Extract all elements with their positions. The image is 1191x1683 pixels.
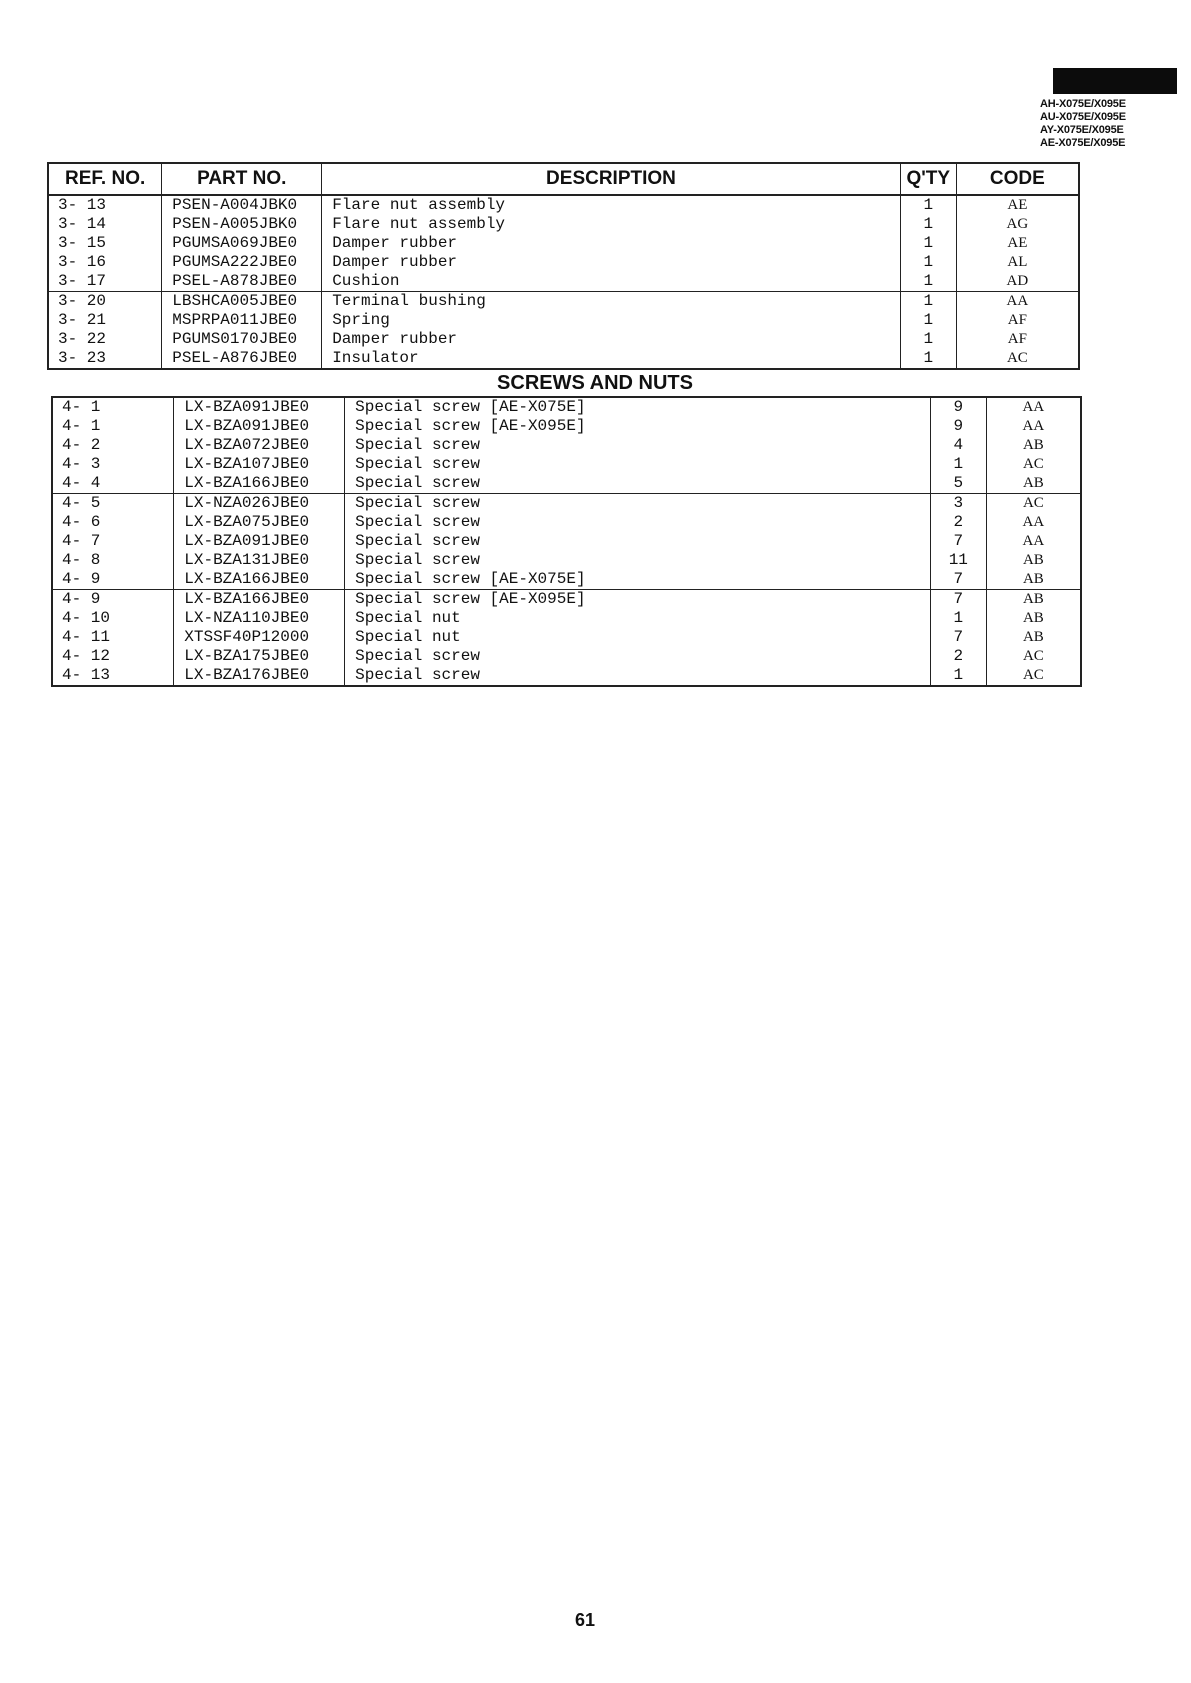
part-no-header: PART NO. <box>162 163 322 195</box>
cell-line: 1 <box>923 292 934 310</box>
cell-line: 4- 2 <box>62 436 101 454</box>
cell-line: Special screw [AE-X075E] <box>355 398 586 416</box>
description-cell <box>322 195 901 292</box>
cell-line: AE <box>1007 197 1028 213</box>
cell-line: 7 <box>953 628 964 646</box>
parts-table <box>47 162 1080 370</box>
cell-line: 1 <box>923 196 934 214</box>
cell-line: AB <box>1022 475 1044 491</box>
cell-line: 7 <box>953 590 964 608</box>
cell-line: 4- 4 <box>62 474 101 492</box>
cell-line: PGUMS0170JBE0 <box>172 330 298 348</box>
table-header-row <box>48 163 1079 195</box>
cell-line: Insulator <box>332 349 419 367</box>
cell-line: PGUMSA069JBE0 <box>172 234 298 252</box>
cell-line: Special screw <box>355 494 480 512</box>
page-number: 61 <box>574 1610 596 1630</box>
cell-line: 3- 13 <box>58 196 107 214</box>
cell-line: AB <box>1022 571 1044 587</box>
code-cell <box>986 397 1081 494</box>
cell-line: 4- 10 <box>62 609 111 627</box>
cell-line: LX-BZA075JBE0 <box>184 513 310 531</box>
row-group <box>52 494 1081 590</box>
cell-line: AG <box>1006 216 1029 232</box>
cell-line: AC <box>1006 350 1028 366</box>
cell-line: AA <box>1022 533 1045 549</box>
cell-line: 1 <box>923 272 934 290</box>
row-group <box>52 397 1081 494</box>
cell-line: LX-BZA175JBE0 <box>184 647 310 665</box>
section-title: SCREWS AND NUTS <box>497 372 693 394</box>
cell-line: AB <box>1022 552 1044 568</box>
cell-line: PSEL-A878JBE0 <box>172 272 298 290</box>
row-group <box>48 292 1079 370</box>
cell-line: 9 <box>953 417 964 435</box>
cell-line: Special nut <box>355 609 461 627</box>
model-line: AY-X075E/X095E <box>1040 124 1124 136</box>
cell-line: 1 <box>923 253 934 271</box>
code-cell <box>986 494 1081 590</box>
ref-cell <box>52 590 174 687</box>
cell-line: PSEN-A004JBK0 <box>172 196 298 214</box>
cell-line: AB <box>1022 591 1044 607</box>
cell-line: 1 <box>923 311 934 329</box>
cell-line: Special screw <box>355 532 480 550</box>
cell-line: 4- 3 <box>62 455 101 473</box>
cell-line: 1 <box>953 455 964 473</box>
cell-line: 5 <box>953 474 964 492</box>
cell-line: 3- 20 <box>58 292 107 310</box>
qty-cell <box>900 195 956 292</box>
cell-line: Special screw <box>355 474 480 492</box>
cell-line: Special screw [AE-X095E] <box>355 590 586 608</box>
cell-line: 3- 17 <box>58 272 107 290</box>
cell-line: Special nut <box>355 628 461 646</box>
cell-line: LX-BZA166JBE0 <box>184 474 310 492</box>
cell-line: AA <box>1022 399 1045 415</box>
cell-line: 1 <box>923 330 934 348</box>
cell-line: LBSHCA005JBE0 <box>172 292 298 310</box>
cell-line: 3 <box>953 494 964 512</box>
cell-line: MSPRPA011JBE0 <box>172 311 298 329</box>
description-cell <box>345 494 931 590</box>
cell-line: Damper rubber <box>332 253 458 271</box>
code-header: CODE <box>956 163 1079 195</box>
cell-line: LX-NZA026JBE0 <box>184 494 310 512</box>
ref-cell <box>48 292 162 370</box>
cell-line: AF <box>1007 331 1027 347</box>
ref-cell <box>52 494 174 590</box>
cell-line: XTSSF40P12000 <box>184 628 310 646</box>
cell-line: AA <box>1022 514 1045 530</box>
cell-line: Special screw <box>355 647 480 665</box>
cell-line: LX-BZA091JBE0 <box>184 417 310 435</box>
cell-line: PSEN-A005JBK0 <box>172 215 298 233</box>
cell-line: Special screw <box>355 666 480 684</box>
part-cell <box>162 195 322 292</box>
cell-line: AL <box>1007 254 1028 270</box>
cell-line: AF <box>1007 312 1027 328</box>
description-cell <box>345 397 931 494</box>
cell-line: AB <box>1022 437 1044 453</box>
cell-line: AA <box>1022 418 1045 434</box>
cell-line: 3- 16 <box>58 253 107 271</box>
cell-line: Special screw <box>355 436 480 454</box>
cell-line: AC <box>1022 667 1044 683</box>
cell-line: AC <box>1022 456 1044 472</box>
model-line: AU-X075E/X095E <box>1040 111 1126 123</box>
cell-line: LX-BZA131JBE0 <box>184 551 310 569</box>
cell-line: 4- 6 <box>62 513 101 531</box>
cell-line: LX-BZA091JBE0 <box>184 532 310 550</box>
qty-cell <box>930 397 986 494</box>
cell-line: Special screw [AE-X095E] <box>355 417 586 435</box>
cell-line: Special screw [AE-X075E] <box>355 570 586 588</box>
cell-line: 4- 8 <box>62 551 101 569</box>
cell-line: 3- 22 <box>58 330 107 348</box>
cell-line: 1 <box>923 234 934 252</box>
cell-line: 3- 23 <box>58 349 107 367</box>
cell-line: 4- 7 <box>62 532 101 550</box>
cell-line: 1 <box>923 349 934 367</box>
cell-line: Spring <box>332 311 390 329</box>
model-list <box>1040 98 1180 150</box>
cell-line: Special screw <box>355 513 480 531</box>
cell-line: 11 <box>948 551 968 569</box>
cell-line: LX-NZA110JBE0 <box>184 609 310 627</box>
cell-line: LX-BZA072JBE0 <box>184 436 310 454</box>
cell-line: 7 <box>953 570 964 588</box>
cell-line: 1 <box>953 666 964 684</box>
cell-line: Cushion <box>332 272 400 290</box>
cell-line: LX-BZA107JBE0 <box>184 455 310 473</box>
cell-line: 3- 14 <box>58 215 107 233</box>
cell-line: 4- 1 <box>62 398 101 416</box>
cell-line: 1 <box>923 215 934 233</box>
cell-line: 4 <box>953 436 964 454</box>
cell-line: Flare nut assembly <box>332 196 506 214</box>
cell-line: 4- 5 <box>62 494 101 512</box>
part-cell <box>162 292 322 370</box>
cell-line: 4- 1 <box>62 417 101 435</box>
part-cell <box>174 494 345 590</box>
code-cell <box>956 195 1079 292</box>
cell-line: 7 <box>953 532 964 550</box>
cell-line: 1 <box>953 609 964 627</box>
cell-line: 4- 12 <box>62 647 111 665</box>
cell-line: AB <box>1022 610 1044 626</box>
cell-line: 4- 9 <box>62 570 101 588</box>
qty-cell <box>930 494 986 590</box>
cell-line: AB <box>1022 629 1044 645</box>
ref-cell <box>48 195 162 292</box>
cell-line: Special screw <box>355 551 480 569</box>
cell-line: 4- 11 <box>62 628 111 646</box>
qty-header: Q'TY <box>900 163 956 195</box>
header-black-bar <box>1053 68 1177 94</box>
qty-cell <box>900 292 956 370</box>
cell-line: LX-BZA166JBE0 <box>184 590 310 608</box>
cell-line: LX-BZA166JBE0 <box>184 570 310 588</box>
cell-line: 2 <box>953 647 964 665</box>
ref-no-header: REF. NO. <box>48 163 162 195</box>
cell-line: Damper rubber <box>332 330 458 348</box>
cell-line: PGUMSA222JBE0 <box>172 253 298 271</box>
cell-line: AE <box>1007 235 1028 251</box>
model-line: AH-X075E/X095E <box>1040 98 1126 110</box>
part-cell <box>174 397 345 494</box>
qty-cell <box>930 590 986 687</box>
cell-line: 9 <box>953 398 964 416</box>
cell-line: Flare nut assembly <box>332 215 506 233</box>
part-cell <box>174 590 345 687</box>
cell-line: 3- 15 <box>58 234 107 252</box>
description-header: DESCRIPTION <box>322 163 901 195</box>
cell-line: 3- 21 <box>58 311 107 329</box>
cell-line: Damper rubber <box>332 234 458 252</box>
cell-line: 4- 13 <box>62 666 111 684</box>
description-cell <box>345 590 931 687</box>
cell-line: AC <box>1022 648 1044 664</box>
cell-line: LX-BZA091JBE0 <box>184 398 310 416</box>
cell-line: AD <box>1006 273 1029 289</box>
ref-cell <box>52 397 174 494</box>
screws-nuts-table <box>51 396 1082 687</box>
cell-line: LX-BZA176JBE0 <box>184 666 310 684</box>
code-cell <box>986 590 1081 687</box>
cell-line: Special screw <box>355 455 480 473</box>
cell-line: 2 <box>953 513 964 531</box>
description-cell <box>322 292 901 370</box>
cell-line: Terminal bushing <box>332 292 486 310</box>
cell-line: AC <box>1022 495 1044 511</box>
cell-line: 4- 9 <box>62 590 101 608</box>
code-cell <box>956 292 1079 370</box>
model-line: AE-X075E/X095E <box>1040 137 1126 149</box>
row-group <box>52 590 1081 687</box>
cell-line: AA <box>1006 293 1029 309</box>
row-group <box>48 195 1079 292</box>
cell-line: PSEL-A876JBE0 <box>172 349 298 367</box>
